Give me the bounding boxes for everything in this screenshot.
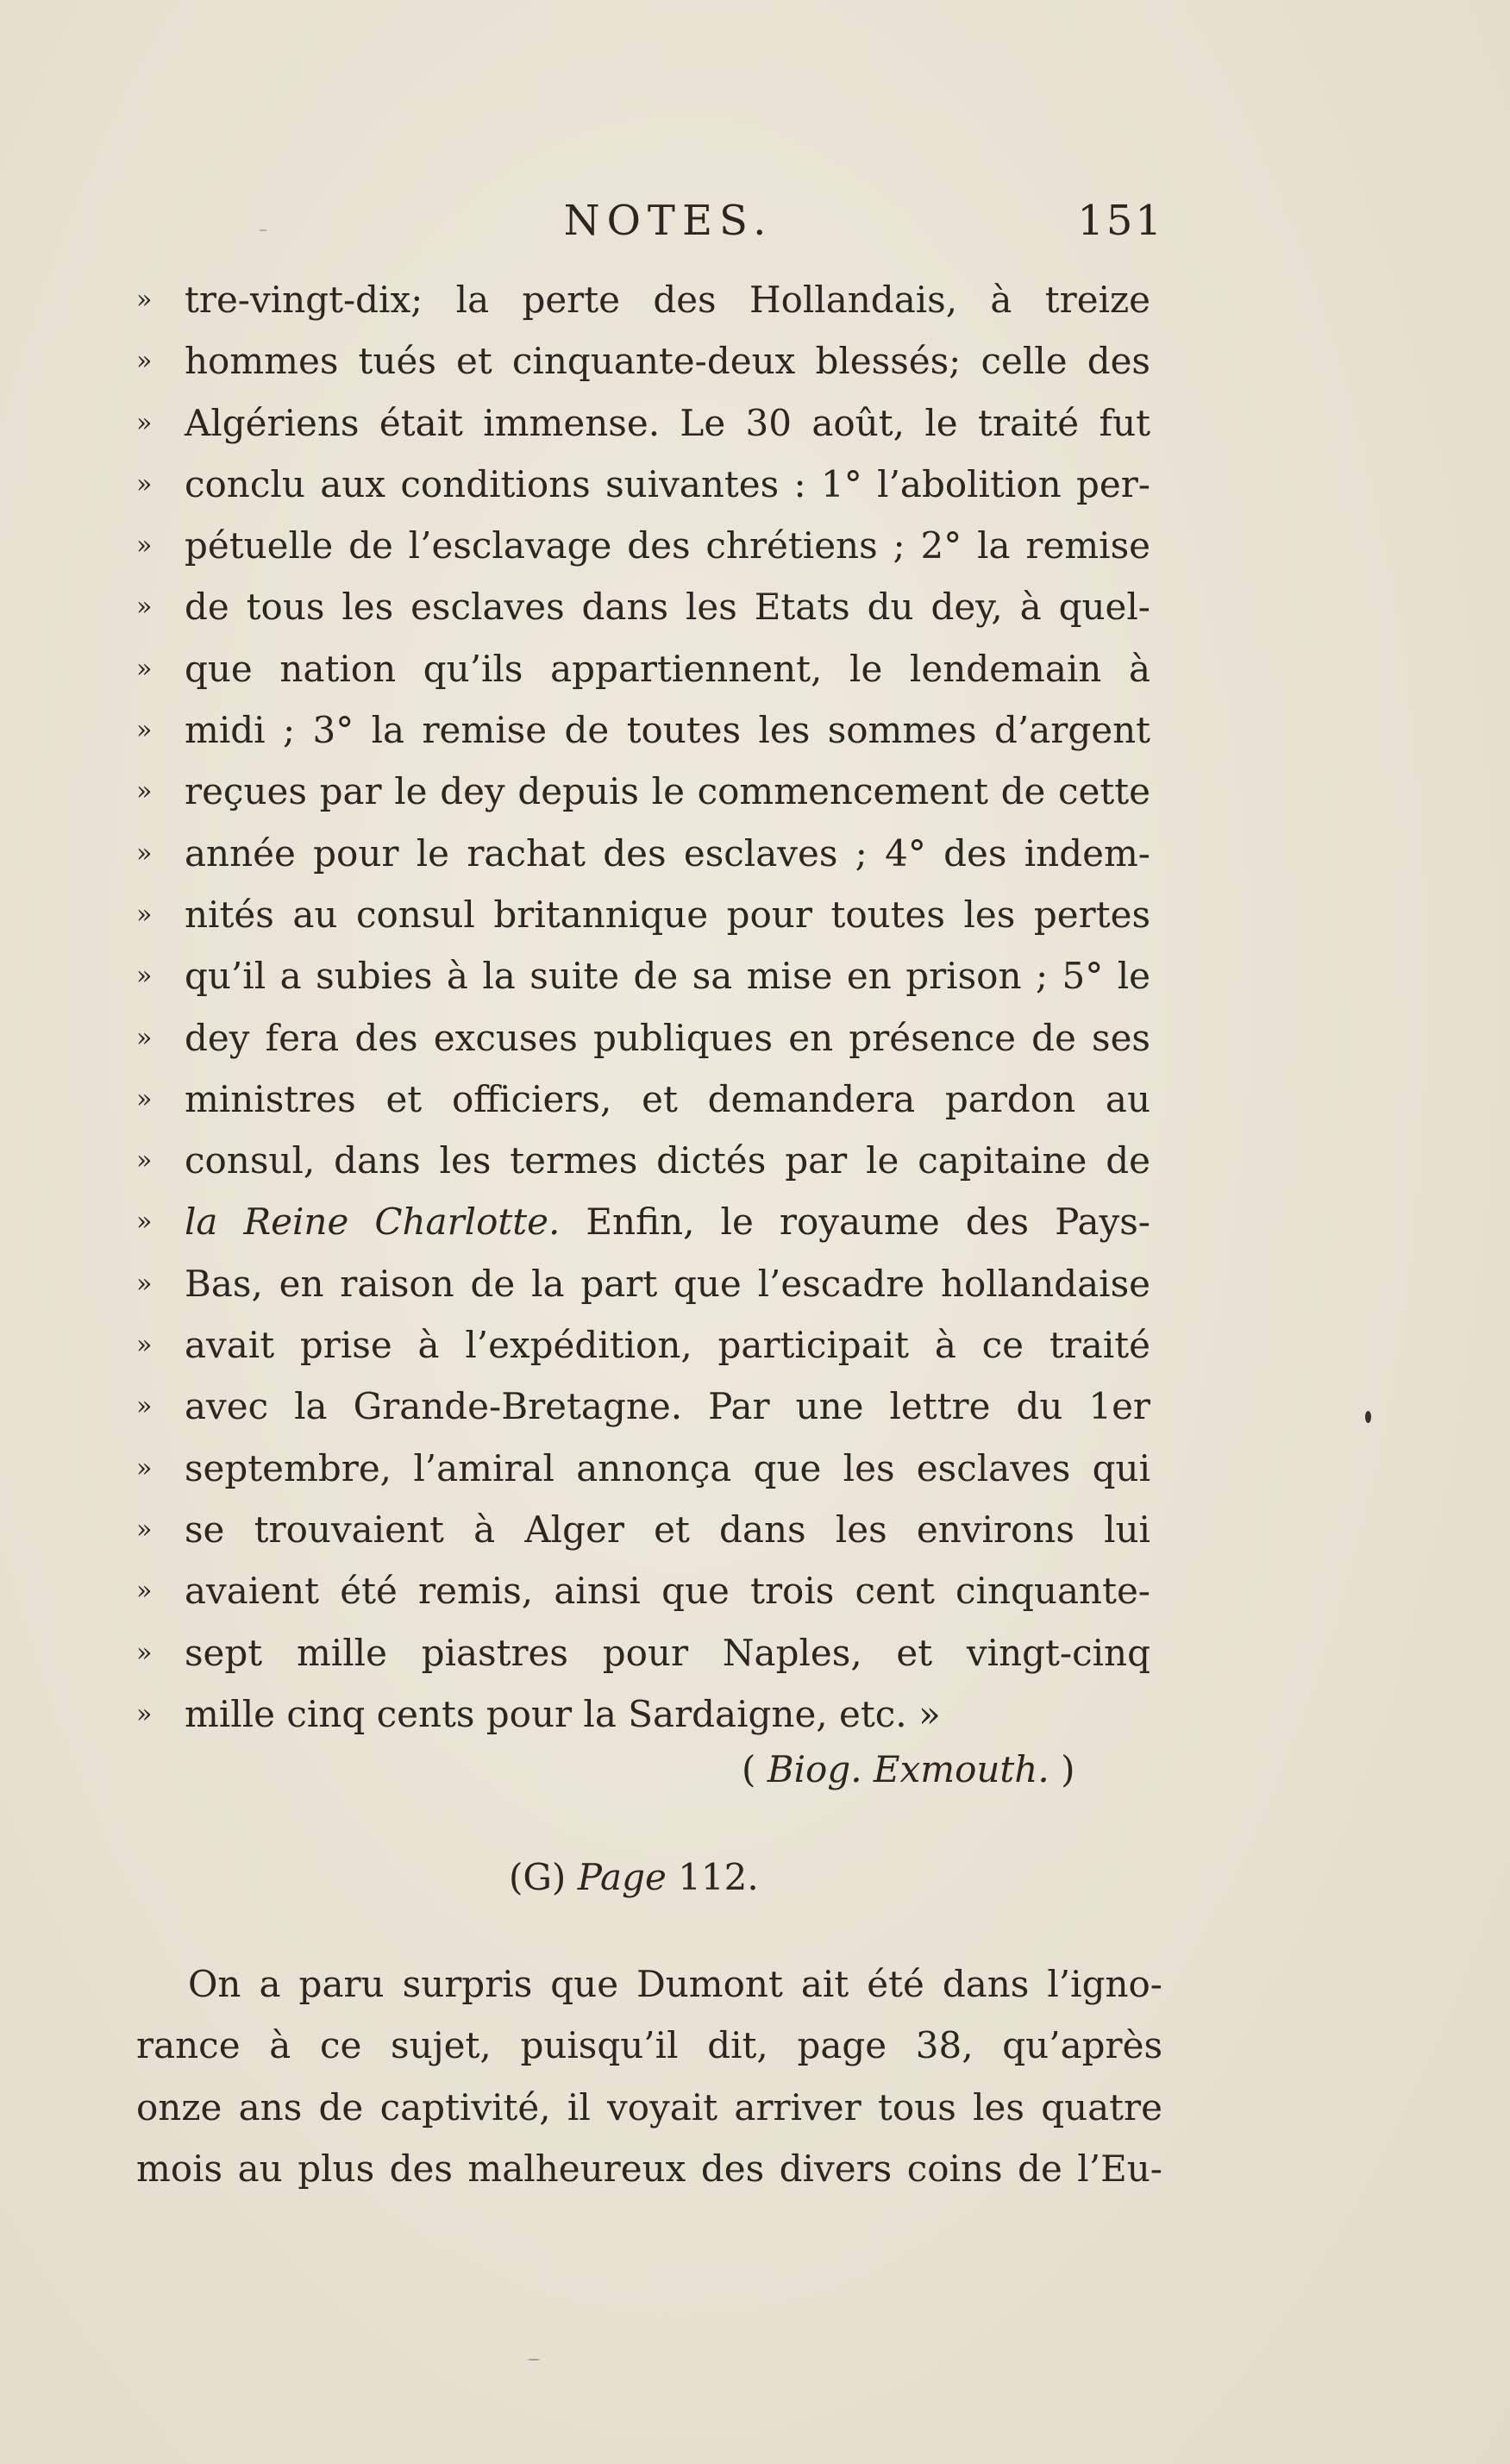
ship-name-italic: la Reine Charlotte. <box>185 1201 561 1244</box>
quote-line: » nités au consul britannique pour toutes les pertes <box>136 884 1171 945</box>
paper-speck <box>528 2359 540 2361</box>
quote-mark: » <box>136 285 153 315</box>
quote-line: » avec la Grande-Bretagne. Par une lettre du 1er <box>136 1376 1171 1437</box>
paragraph-line: onze ans de captivité, il voyait arriver tous les quatre <box>136 2085 1162 2129</box>
paragraph-line: mois au plus des malheureux des divers coins de l’Eu- <box>136 2147 1162 2190</box>
quote-mark: » <box>136 1268 153 1299</box>
quote-line: » reçues par le dey depuis le commencement de cette <box>136 761 1171 822</box>
quote-line-ship-name: la Reine Charlotte. Enfin, le royaume des Pays- <box>185 1201 1150 1244</box>
quote-mark: » <box>136 1698 153 1729</box>
attribution: ( Biog. Exmouth. ) <box>742 1748 1075 1790</box>
running-head <box>172 191 1164 252</box>
note-heading: (G) Page 112. <box>509 1856 759 1898</box>
quote-line: » ministres et officiers, et demandera pardon au <box>136 1069 1171 1130</box>
quote-line: » se trouvaient à Alger et dans les environs lui <box>136 1499 1171 1560</box>
quote-mark: » <box>136 468 153 499</box>
paper-speck <box>1365 1411 1371 1423</box>
quote-line: » tre-vingt-dix; la perte des Hollandais, à treize <box>136 269 1171 330</box>
quote-line: » pétuelle de l’esclavage des chrétiens ; 2° la remise <box>136 515 1171 576</box>
quote-line: » que nation qu’ils appartiennent, le lendemain à <box>136 638 1171 699</box>
quote-mark: » <box>136 1083 153 1114</box>
quote-line: » année pour le rachat des esclaves ; 4° des indem- <box>136 823 1171 884</box>
quote-line: » midi ; 3° la remise de toutes les sommes d’argent <box>136 699 1171 761</box>
quote-line: » avait prise à l’expédition, participait à ce traité <box>136 1314 1171 1376</box>
quote-mark: » <box>136 407 153 438</box>
quote-line: » septembre, l’amiral annonça que les esclaves qui <box>136 1438 1171 1499</box>
quote-mark: » <box>136 1637 153 1668</box>
note-paragraph <box>136 1953 1162 2199</box>
quote-mark: » <box>136 1514 153 1545</box>
quote-mark: » <box>136 837 153 868</box>
quote-line: » dey fera des excuses publiques en présence de ses <box>136 1007 1171 1069</box>
page-word: Page <box>577 1856 667 1898</box>
paper-speck <box>259 229 267 231</box>
quote-line: » hommes tués et cinquante-deux blessés; celle des <box>136 330 1171 392</box>
quote-line: » mille cinq cents pour la Sardaigne, etc. » <box>136 1683 1171 1745</box>
quote-mark: » <box>136 1330 153 1361</box>
quote-line: » Bas, en raison de la part que l’escadre hollandaise <box>136 1253 1171 1314</box>
quote-line: » qu’il a subies à la suite de sa mise en prison ; 5° le <box>136 945 1171 1006</box>
quote-line: » Algériens était immense. Le 30 août, le traité fut <box>136 392 1171 454</box>
quote-mark: » <box>136 1576 153 1607</box>
quote-mark: » <box>136 530 153 561</box>
quote-mark: » <box>136 592 153 623</box>
quote-line: » sept mille piastres pour Naples, et vingt-cinq <box>136 1622 1171 1683</box>
quote-mark: » <box>136 1207 153 1238</box>
quote-mark: » <box>136 1452 153 1483</box>
quote-line: » avaient été remis, ainsi que trois cent cinquante- <box>136 1560 1171 1621</box>
paragraph-line: On a paru surpris que Dumont ait été dans l’igno- <box>188 1963 1162 2005</box>
running-title: NOTES. <box>563 197 774 245</box>
quote-mark: » <box>136 715 153 746</box>
quote-mark: » <box>136 899 153 930</box>
quote-mark: » <box>136 1391 153 1422</box>
page-number: 151 <box>1077 197 1164 245</box>
quote-mark: » <box>136 346 153 377</box>
quote-mark: » <box>136 1022 153 1053</box>
quote-line <box>136 1191 1171 1252</box>
quote-line: » de tous les esclaves dans les Etats du dey, à quel- <box>136 576 1171 637</box>
quote-mark: » <box>136 1145 153 1176</box>
quote-block <box>136 269 1171 1745</box>
paragraph-line: rance à ce sujet, puisqu’il dit, page 38, qu’après <box>136 2024 1162 2067</box>
quote-mark: » <box>136 776 153 807</box>
quote-line: » consul, dans les termes dictés par le capitaine de <box>136 1130 1171 1191</box>
quote-mark: » <box>136 653 153 684</box>
attribution-source: Biog. Exmouth. <box>767 1748 1049 1790</box>
quote-line: » conclu aux conditions suivantes : 1° l’abolition per- <box>136 454 1171 515</box>
quote-mark: » <box>136 961 153 992</box>
